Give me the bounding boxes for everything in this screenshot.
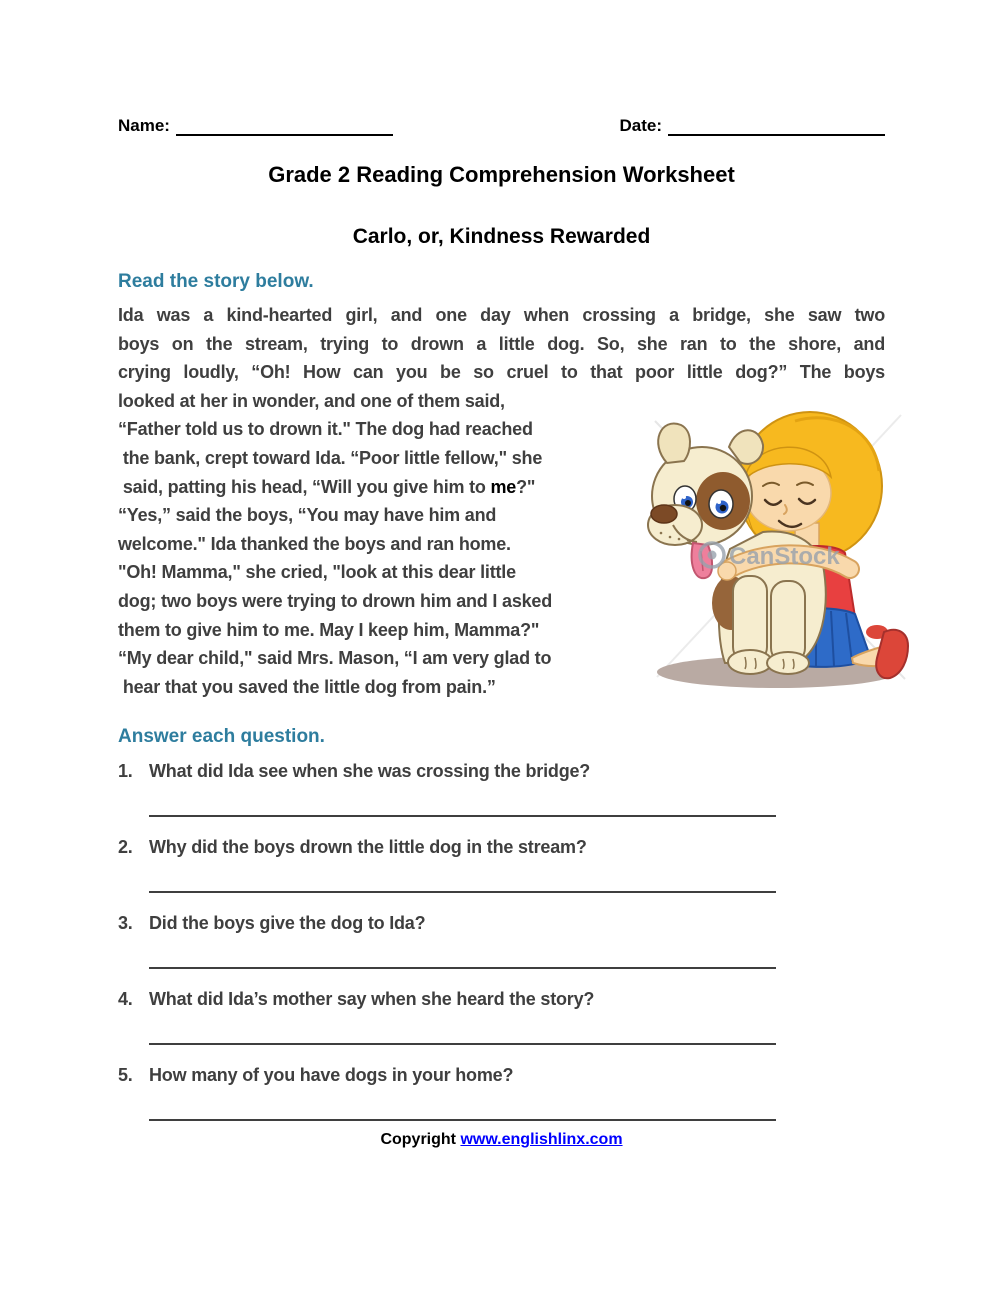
question-item <box>118 759 885 817</box>
question-item <box>118 1063 885 1121</box>
story-line: dog; two boys were trying to drown him and I asked <box>118 590 553 611</box>
story-line: boys on the stream, trying to drown a little dog. So, she ran to the shore, and <box>118 333 885 354</box>
question-item <box>118 987 885 1045</box>
story-section-heading: Read the story below. <box>118 271 314 292</box>
question-item <box>118 911 885 969</box>
page-title: Grade 2 Reading Comprehension Worksheet <box>268 162 735 187</box>
story-line: "Oh! Mamma," she cried, "look at this dear little <box>118 562 516 583</box>
story-illustration <box>645 401 915 693</box>
story-line: said, patting his head, “Will you give him to me?" <box>118 476 536 497</box>
answer-blank-line <box>149 1043 776 1045</box>
answer-blank-line <box>149 967 776 969</box>
question-text: What did Ida see when she was crossing the bridge? <box>149 761 591 782</box>
story-line: the bank, crept toward Ida. “Poor little fellow," she <box>118 447 543 468</box>
story-line: them to give him to me. May I keep him, Mamma?" <box>118 619 540 640</box>
copyright-label: Copyright <box>380 1131 456 1149</box>
story-wrapped-lines <box>118 415 638 701</box>
question-text: Why did the boys drown the little dog in the stream? <box>149 837 587 858</box>
story-line: “Yes,” said the boys, “You may have him and <box>118 505 497 526</box>
story-line: welcome." Ida thanked the boys and ran home. <box>118 533 511 554</box>
answer-blank-line <box>149 1119 776 1121</box>
story-line: crying loudly, “Oh! How can you be so cruel to that poor little dog?” The boys <box>118 362 885 383</box>
story-full-width-lines <box>118 301 885 415</box>
name-label: Name: <box>118 116 170 135</box>
answer-blank-line <box>149 815 776 817</box>
question-number: 1. <box>118 761 133 782</box>
story-title: Carlo, or, Kindness Rewarded <box>352 225 651 248</box>
name-field-group <box>118 116 393 136</box>
question-number: 5. <box>118 1065 133 1086</box>
question-number: 2. <box>118 837 133 858</box>
story-text <box>118 301 885 701</box>
date-field-group <box>619 116 885 136</box>
story-line: “My dear child," said Mrs. Mason, “I am very glad to <box>118 648 552 669</box>
question-item <box>118 835 885 893</box>
name-blank-line <box>176 118 393 136</box>
story-line: looked at her in wonder, and one of them said, <box>118 390 505 411</box>
date-blank-line <box>668 118 885 136</box>
question-number: 3. <box>118 913 133 934</box>
question-text: How many of you have dogs in your home? <box>149 1065 514 1086</box>
footer-copyright <box>118 1130 885 1150</box>
question-text: Did the boys give the dog to Ida? <box>149 913 426 934</box>
story-line: Ida was a kind-hearted girl, and one day when crossing a bridge, she saw two <box>118 305 885 325</box>
story-wrap-row <box>118 415 885 701</box>
question-number: 4. <box>118 989 133 1010</box>
copyright-link[interactable]: www.englishlinx.com <box>460 1131 623 1149</box>
svg-text:CanStock: CanStock <box>729 543 840 571</box>
date-label: Date: <box>619 116 662 135</box>
questions-section-heading: Answer each question. <box>118 726 325 748</box>
question-text: What did Ida’s mother say when she heard the story? <box>149 989 595 1010</box>
questions-list <box>118 759 885 1121</box>
story-line: “Father told us to drown it." The dog had reached <box>118 419 533 440</box>
header <box>118 116 885 136</box>
story-line: hear that you saved the little dog from pain.” <box>118 676 496 697</box>
answer-blank-line <box>149 891 776 893</box>
